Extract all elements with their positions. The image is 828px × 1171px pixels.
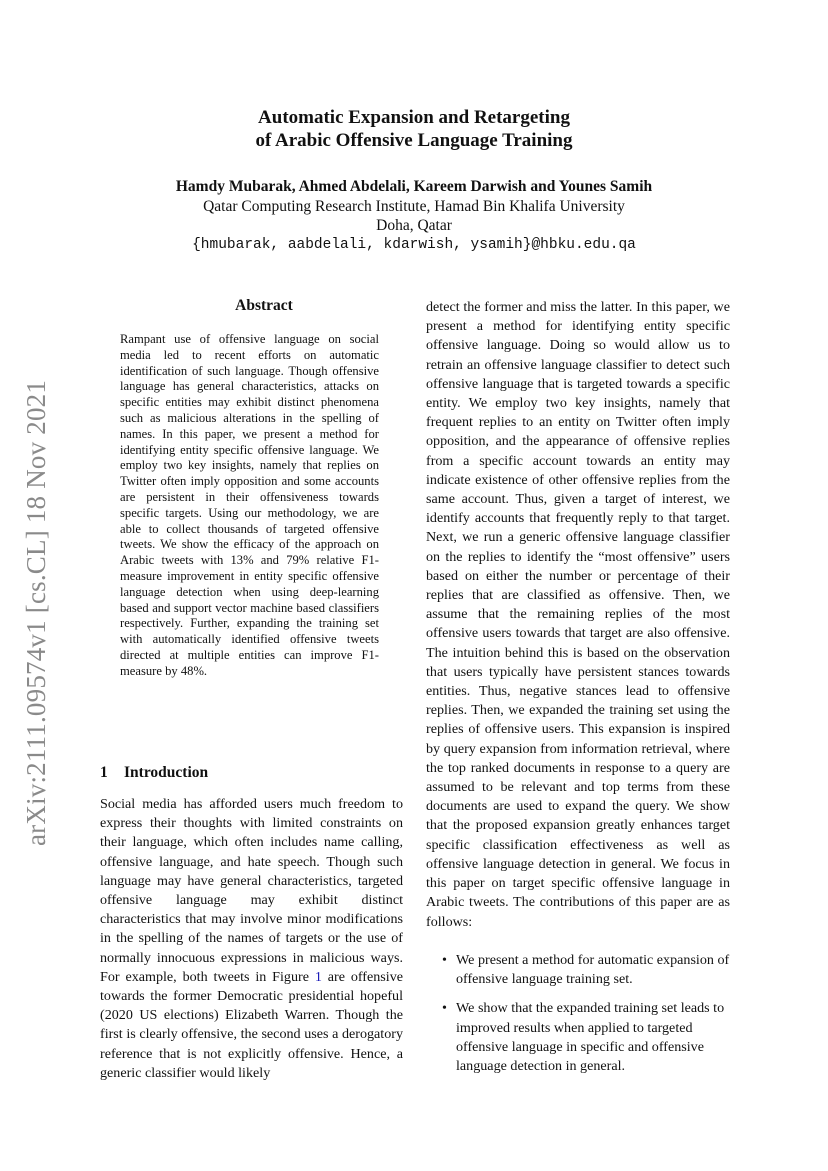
- intro-text-part-2: are offensive towards the former Democratic presidential hopeful (2020 US elections) Elizabeth Warren. Though the first is clearly offensive, the second uses a derogatory reference that is not explicitly offensive. Hence, a generic classifier would likely: [100, 968, 404, 1081]
- author-emails: {hmubarak, aabdelali, kdarwish, ysamih}@hbku.edu.qa: [192, 237, 636, 253]
- contribution-text: We show that the expanded training set leads to improved results when applied to targeted offensive language in specific and offensive language detection in general.: [456, 1000, 725, 1075]
- abstract-heading: Abstract: [235, 297, 293, 314]
- section-heading-introduction: [100, 764, 208, 782]
- bullet-icon: •: [442, 952, 447, 968]
- list-item: [426, 999, 730, 1076]
- author-list: Hamdy Mubarak, Ahmed Abdelali, Kareem Darwish and Younes Samih: [175, 178, 653, 195]
- bullet-icon: •: [442, 1000, 447, 1017]
- list-item: [426, 951, 730, 989]
- abstract-text: Rampant use of offensive language on social media led to recent efforts on automatic identification of such language. Though offensive language has general characteristics, attacks on specific entities may exhibit distinct phenomena such as malicious alterations in the spelling of names. In this paper, we present a method for identifying entity specific offensive language. We employ two key insights, namely that replies on Twitter often imply opposition and some accounts are persistent in their offensiveness towards specific targets. Using our methodology, we are able to collect thousands of targeted offensive tweets. We show the efficacy of the approach on Arabic tweets with 13% and 79% relative F1-measure improvement in entity specific offensive language detection when using deep-learning based and support vector machine based classifiers respectively. Further, expanding the training set with automatically identified offensive tweets directed at multiple entities can improve F1-measure by 48%.: [120, 332, 379, 678]
- affiliation-location: Doha, Qatar: [376, 217, 452, 234]
- introduction-paragraph: [100, 795, 403, 1083]
- figure-reference-link[interactable]: 1: [314, 968, 322, 985]
- section-title: Introduction: [124, 764, 209, 781]
- contribution-text: We present a method for automatic expansion of offensive language training set.: [456, 952, 730, 988]
- introduction-continuation: detect the former and miss the latter. In this paper, we present a method for identifying entity specific offensive language. Doing so would allow us to retrain an offensive language classifier to detect such offensive language that is targeted towards a specific entity. We employ two key insights, namely that frequent replies to an entity on Twitter often imply opposition, and the appearance of offensive replies from a specific account towards an entity may indicate existence of other offensive replies from the same account. Thus, given a target of interest, we identify accounts that frequently reply to that target. Next, we run a generic offensive language classifier on the replies to identify the “most offensive” users based on either the number or percentage of their replies that are classified as offensive. Then, we assume that the remaining replies of the most offensive users towards that target are also offensive. The intuition behind this is based on the observation that users typically have persistent stances towards entities. Thus, negative stances lead to offensive replies. Then, we expanded the training set using the replies of offensive users. This expansion is inspired by query expansion from information retrieval, where the top ranked documents in response to a query are assumed to be relevant and top terms from these documents are used to expand the query. We show that the proposed expansion greatly enhances target specific classification effectiveness as well as offensive language detection in general. We focus in this paper on target specific offensive language in Arabic tweets. The contributions of this paper are as follows:: [426, 299, 730, 930]
- intro-text-part-1: Social media has afforded users much freedom to express their thoughts with limited constraints on their language, which often includes name calling, offensive language, and hate speech. Though such language may have general characteristics, targeted offensive language may exhibit distinct characteristics that may involve minor modifications in the spelling of the names of targets or the use of normally innocuous expressions in malicious ways. For example, both tweets in Figure: [100, 796, 403, 985]
- contributions-list: [426, 951, 730, 1086]
- arxiv-stamp: arXiv:2111.09574v1 [cs.CL] 18 Nov 2021: [21, 379, 51, 846]
- paper-title: [0, 106, 828, 152]
- title-line-1: Automatic Expansion and Retargeting: [258, 107, 570, 128]
- section-number: 1: [100, 764, 108, 781]
- title-line-2: of Arabic Offensive Language Training: [255, 130, 573, 151]
- affiliation-institute: Qatar Computing Research Institute, Hamad Bin Khalifa University: [203, 198, 625, 215]
